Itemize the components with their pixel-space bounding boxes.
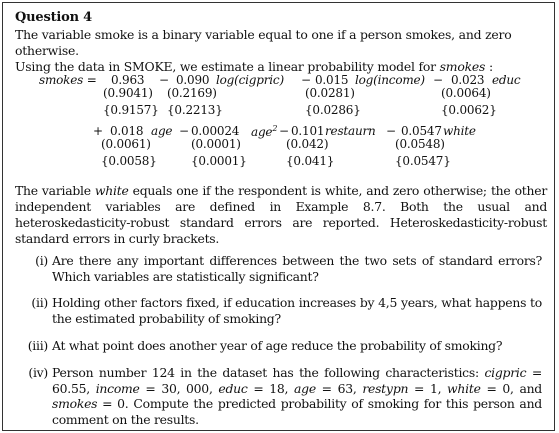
variable-description: The variable white equals one if the respondent is white, and zero otherwise; the other independent variables are defined in Example 8.7. Both the usual and heteroskedasticity-robust standard errors are reported. Heteroskedasticity-robust standard errors in curly brackets. <box>15 183 548 246</box>
intro-line-1: The variable smoke is a binary variable equal to one if a person smokes, and zero otherwise. <box>15 27 512 58</box>
desc-var-white: white <box>94 183 129 198</box>
eq-var-income: log(income) <box>355 73 425 87</box>
question-item <box>22 295 542 326</box>
intro-paragraph <box>15 27 545 75</box>
question-title: Question 4 <box>15 10 93 25</box>
question-item <box>22 365 542 427</box>
question-number: (i) <box>35 253 48 268</box>
eq-var-restaurn: restaurn <box>325 124 376 138</box>
eq-se-intercept: (0.9041) <box>103 86 153 100</box>
question-text: Are there any important differences between the two sets of standard errors? Which variables are statistically significant? <box>52 253 542 284</box>
question-item <box>22 338 542 354</box>
eq-rse-intercept: {0.9157} <box>103 103 159 117</box>
question-item <box>22 253 542 284</box>
eq-rse-agesq: {0.0001} <box>191 154 247 168</box>
eq-op: − <box>159 73 169 87</box>
eq-rse-restaurn: {0.041} <box>286 154 335 168</box>
eq-rse-cigpric: {0.2213} <box>167 103 223 117</box>
eq-op: + <box>93 124 103 138</box>
eq-se-age: (0.0061) <box>101 137 151 151</box>
question-text: Person number 124 in the dataset has the following characteristics: cigpric = 60.55, income = 30, 000, educ = 18, age = 63, restурn = 1, white = 0, and smokes = 0. Compute the predicted probability of smoking for this person and comment on the results. <box>52 365 542 427</box>
eq-var-educ: educ <box>492 73 521 87</box>
eq-se-income: (0.0281) <box>305 86 355 100</box>
eq-rse-age: {0.0058} <box>101 154 157 168</box>
eq-op: − <box>433 73 443 87</box>
eq-var-agesq: age$^2$ <box>251 124 278 139</box>
eq-coef-income: 0.015 <box>315 73 349 87</box>
eq-op: − <box>386 124 396 138</box>
eq-lhs: smokes = <box>39 73 97 87</box>
eq-rse-white: {0.0547} <box>395 154 451 168</box>
eq-coef-white: 0.0547 <box>401 124 442 138</box>
eq-rse-educ: {0.0062} <box>441 103 497 117</box>
eq-coef-agesq: 0.00024 <box>191 124 240 138</box>
eq-coef-restaurn: 0.101 <box>291 124 325 138</box>
intro-line-2b: : <box>485 59 493 74</box>
question-number: (iv) <box>28 365 48 380</box>
question-text: At what point does another year of age reduce the probability of smoking? <box>52 338 503 353</box>
eq-var-white: white <box>443 124 476 138</box>
eq-var-cigpric: log(cigpric) <box>216 73 284 87</box>
question-card <box>2 2 555 431</box>
eq-rse-income: {0.0286} <box>305 103 361 117</box>
eq-op: − <box>301 73 311 87</box>
eq-se-agesq: (0.0001) <box>191 137 241 151</box>
question-number: (ii) <box>31 295 48 310</box>
eq-se-cigpric: (0.2169) <box>167 86 217 100</box>
eq-var-age: age <box>151 124 173 138</box>
intro-line-2a: Using the data in SMOKE, we estimate a linear probability model for <box>15 59 440 74</box>
eq-se-educ: (0.0064) <box>441 86 491 100</box>
eq-coef-educ: 0.023 <box>451 73 485 87</box>
question-number: (iii) <box>27 338 48 353</box>
intro-var-smokes: smokes <box>439 59 486 74</box>
question-text: Holding other factors fixed, if education increases by 4,5 years, what happens to the estimated probability of smoking? <box>52 295 542 326</box>
eq-se-restaurn: (0.042) <box>286 137 329 151</box>
eq-op: − <box>179 124 189 138</box>
eq-coef-intercept: 0.963 <box>111 73 145 87</box>
eq-op: − <box>279 124 289 138</box>
eq-coef-age: 0.018 <box>110 124 144 138</box>
eq-coef-cigpric: 0.090 <box>176 73 210 87</box>
eq-se-white: (0.0548) <box>395 137 445 151</box>
